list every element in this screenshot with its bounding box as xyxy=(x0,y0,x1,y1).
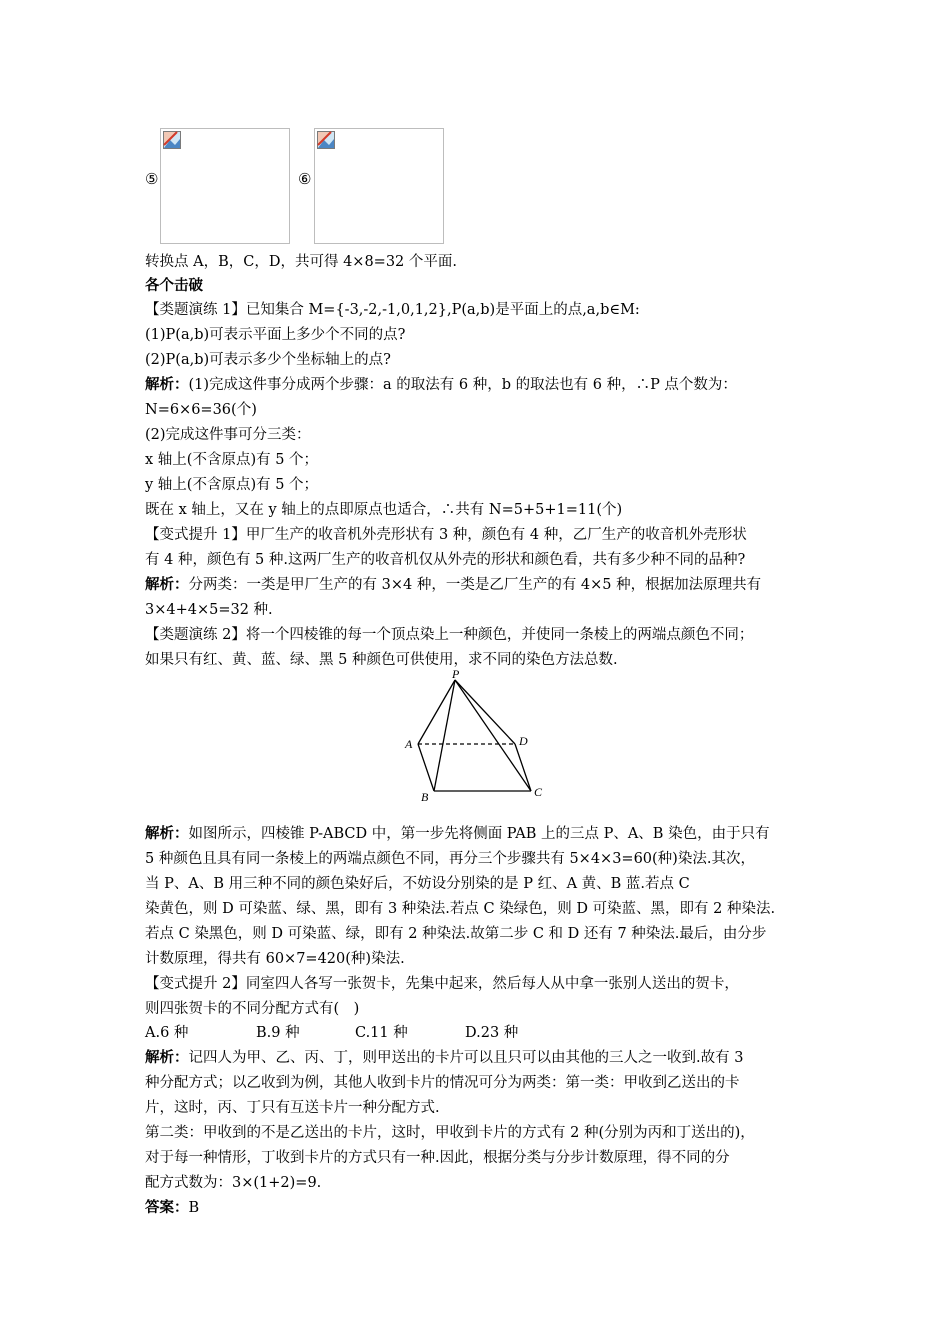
text-line: N=6×6=36(个) xyxy=(145,402,257,418)
label-b: B xyxy=(421,790,429,804)
text-line: 第二类：甲收到的不是乙送出的卡片，这时，甲收到卡片的方式有 2 种(分别为丙和丁送出的)， xyxy=(145,1125,755,1141)
text-line: 【类题演练 2】将一个四棱锥的每一个顶点染上一种颜色，并使同一条棱上的两端点颜色不同； xyxy=(145,627,754,643)
option-a: A.6 种 xyxy=(145,1025,189,1041)
text-line: 若点 C 染黑色，则 D 可染蓝、绿，即有 2 种染法.故第二步 C 和 D 还有 7 种染法.最后，由分步 xyxy=(145,926,767,942)
text-line: 则四张贺卡的不同分配方式有( ) xyxy=(145,1001,360,1017)
text-line: 解析：分两类：一类是甲厂生产的有 3×4 种，一类是乙厂生产的有 4×5 种，根据加法原理共有 xyxy=(145,576,762,593)
bold-prefix: 解析： xyxy=(145,376,189,393)
text-line: 【变式提升 1】甲厂生产的收音机外壳形状有 3 种，颜色有 4 种，乙厂生产的收音机外壳形状 xyxy=(145,527,747,543)
edge-cd xyxy=(515,744,531,791)
text-line: 既在 x 轴上，又在 y 轴上的点即原点也适合，∴共有 N=5+5+1=11(个) xyxy=(145,502,623,518)
text-line: 计数原理，得共有 60×7=420(种)染法. xyxy=(145,951,405,967)
edge-ab xyxy=(418,744,434,791)
label-p: P xyxy=(452,668,460,681)
text-line: (1)P(a,b)可表示平面上多少个不同的点? xyxy=(145,327,406,343)
figure-5-placeholder xyxy=(160,128,290,244)
text-line: 染黄色，则 D 可染蓝、绿、黑，即有 3 种染法.若点 C 染绿色，则 D 可染蓝、黑，即有 2 种染法. xyxy=(145,901,776,917)
figure-label-5: ⑤ xyxy=(145,170,159,188)
answer-line: 答案：B xyxy=(145,1199,200,1216)
text-line: 当 P、A、B 用三种不同的颜色染好后，不妨设分别染的是 P 红、A 黄、B 蓝.若点 C xyxy=(145,876,690,892)
text-line: 配方式数为：3×(1+2)=9. xyxy=(145,1175,322,1191)
label-d: D xyxy=(519,734,528,748)
text-line: 5 种颜色且具有同一条棱上的两端点颜色不同，再分三个步骤共有 5×4×3=60(种)染法.其次， xyxy=(145,851,755,867)
text-line: 转换点 A，B，C，D，共可得 4×8=32 个平面. xyxy=(145,254,457,270)
option-c: C.11 种 xyxy=(355,1025,408,1041)
text-line: 解析：如图所示，四棱锥 P-ABCD 中，第一步先将侧面 PAB 上的三点 P、A、B 染色，由于只有 xyxy=(145,825,770,842)
text-line: 【类题演练 1】已知集合 M={-3,-2,-1,0,1,2},P(a,b)是平面上的点,a,b∈M: xyxy=(145,302,640,318)
pyramid-diagram xyxy=(400,668,550,806)
figure-6-placeholder xyxy=(314,128,444,244)
label-a: A xyxy=(405,737,413,751)
figure-label-6: ⑥ xyxy=(298,170,312,188)
bold-prefix: 解析： xyxy=(145,576,189,593)
text-line: 种分配方式；以乙收到为例，其他人收到卡片的情况可分为两类：第一类：甲收到乙送出的卡 xyxy=(145,1075,740,1091)
text-line: 3×4+4×5=32 种. xyxy=(145,602,273,618)
broken-image-icon xyxy=(163,131,181,149)
text-line: 解析：(1)完成这件事分成两个步骤：a 的取法有 6 种，b 的取法也有 6 种，∴P 点个数为： xyxy=(145,376,737,393)
bold-prefix: 答案： xyxy=(145,1199,189,1216)
text-line: 对于每一种情形，丁收到卡片的方式只有一种.因此，根据分类与分步计数原理，得不同的分 xyxy=(145,1150,730,1166)
text-line: y 轴上(不含原点)有 5 个； xyxy=(145,477,319,493)
edge-pd xyxy=(455,680,515,744)
text-line: x 轴上(不含原点)有 5 个； xyxy=(145,452,319,468)
bold-prefix: 解析： xyxy=(145,825,189,842)
text-line: 如果只有红、黄、蓝、绿、黑 5 种颜色可供使用，求不同的染色方法总数. xyxy=(145,652,618,668)
option-b: B.9 种 xyxy=(256,1025,300,1041)
text-line: 有 4 种，颜色有 5 种.这两厂生产的收音机仅从外壳的形状和颜色看，共有多少种不同的品种? xyxy=(145,552,746,568)
text-line: 片，这时，丙、丁只有互送卡片一种分配方式. xyxy=(145,1100,440,1116)
figure-row xyxy=(145,128,545,246)
label-c: C xyxy=(534,785,543,799)
bold-prefix: 解析： xyxy=(145,1049,189,1066)
option-d: D.23 种 xyxy=(465,1025,519,1041)
text-line: 【变式提升 2】同室四人各写一张贺卡，先集中起来，然后每人从中拿一张别人送出的贺卡， xyxy=(145,976,739,992)
text-line: (2)P(a,b)可表示多少个坐标轴上的点? xyxy=(145,352,391,368)
text-line: 解析：记四人为甲、乙、丙、丁，则甲送出的卡片可以且只可以由其他的三人之一收到.故有 3 xyxy=(145,1049,744,1066)
section-heading: 各个击破 xyxy=(145,277,203,294)
broken-image-icon xyxy=(317,131,335,149)
text-line: (2)完成这件事可分三类： xyxy=(145,427,311,443)
edge-pb xyxy=(434,680,455,791)
